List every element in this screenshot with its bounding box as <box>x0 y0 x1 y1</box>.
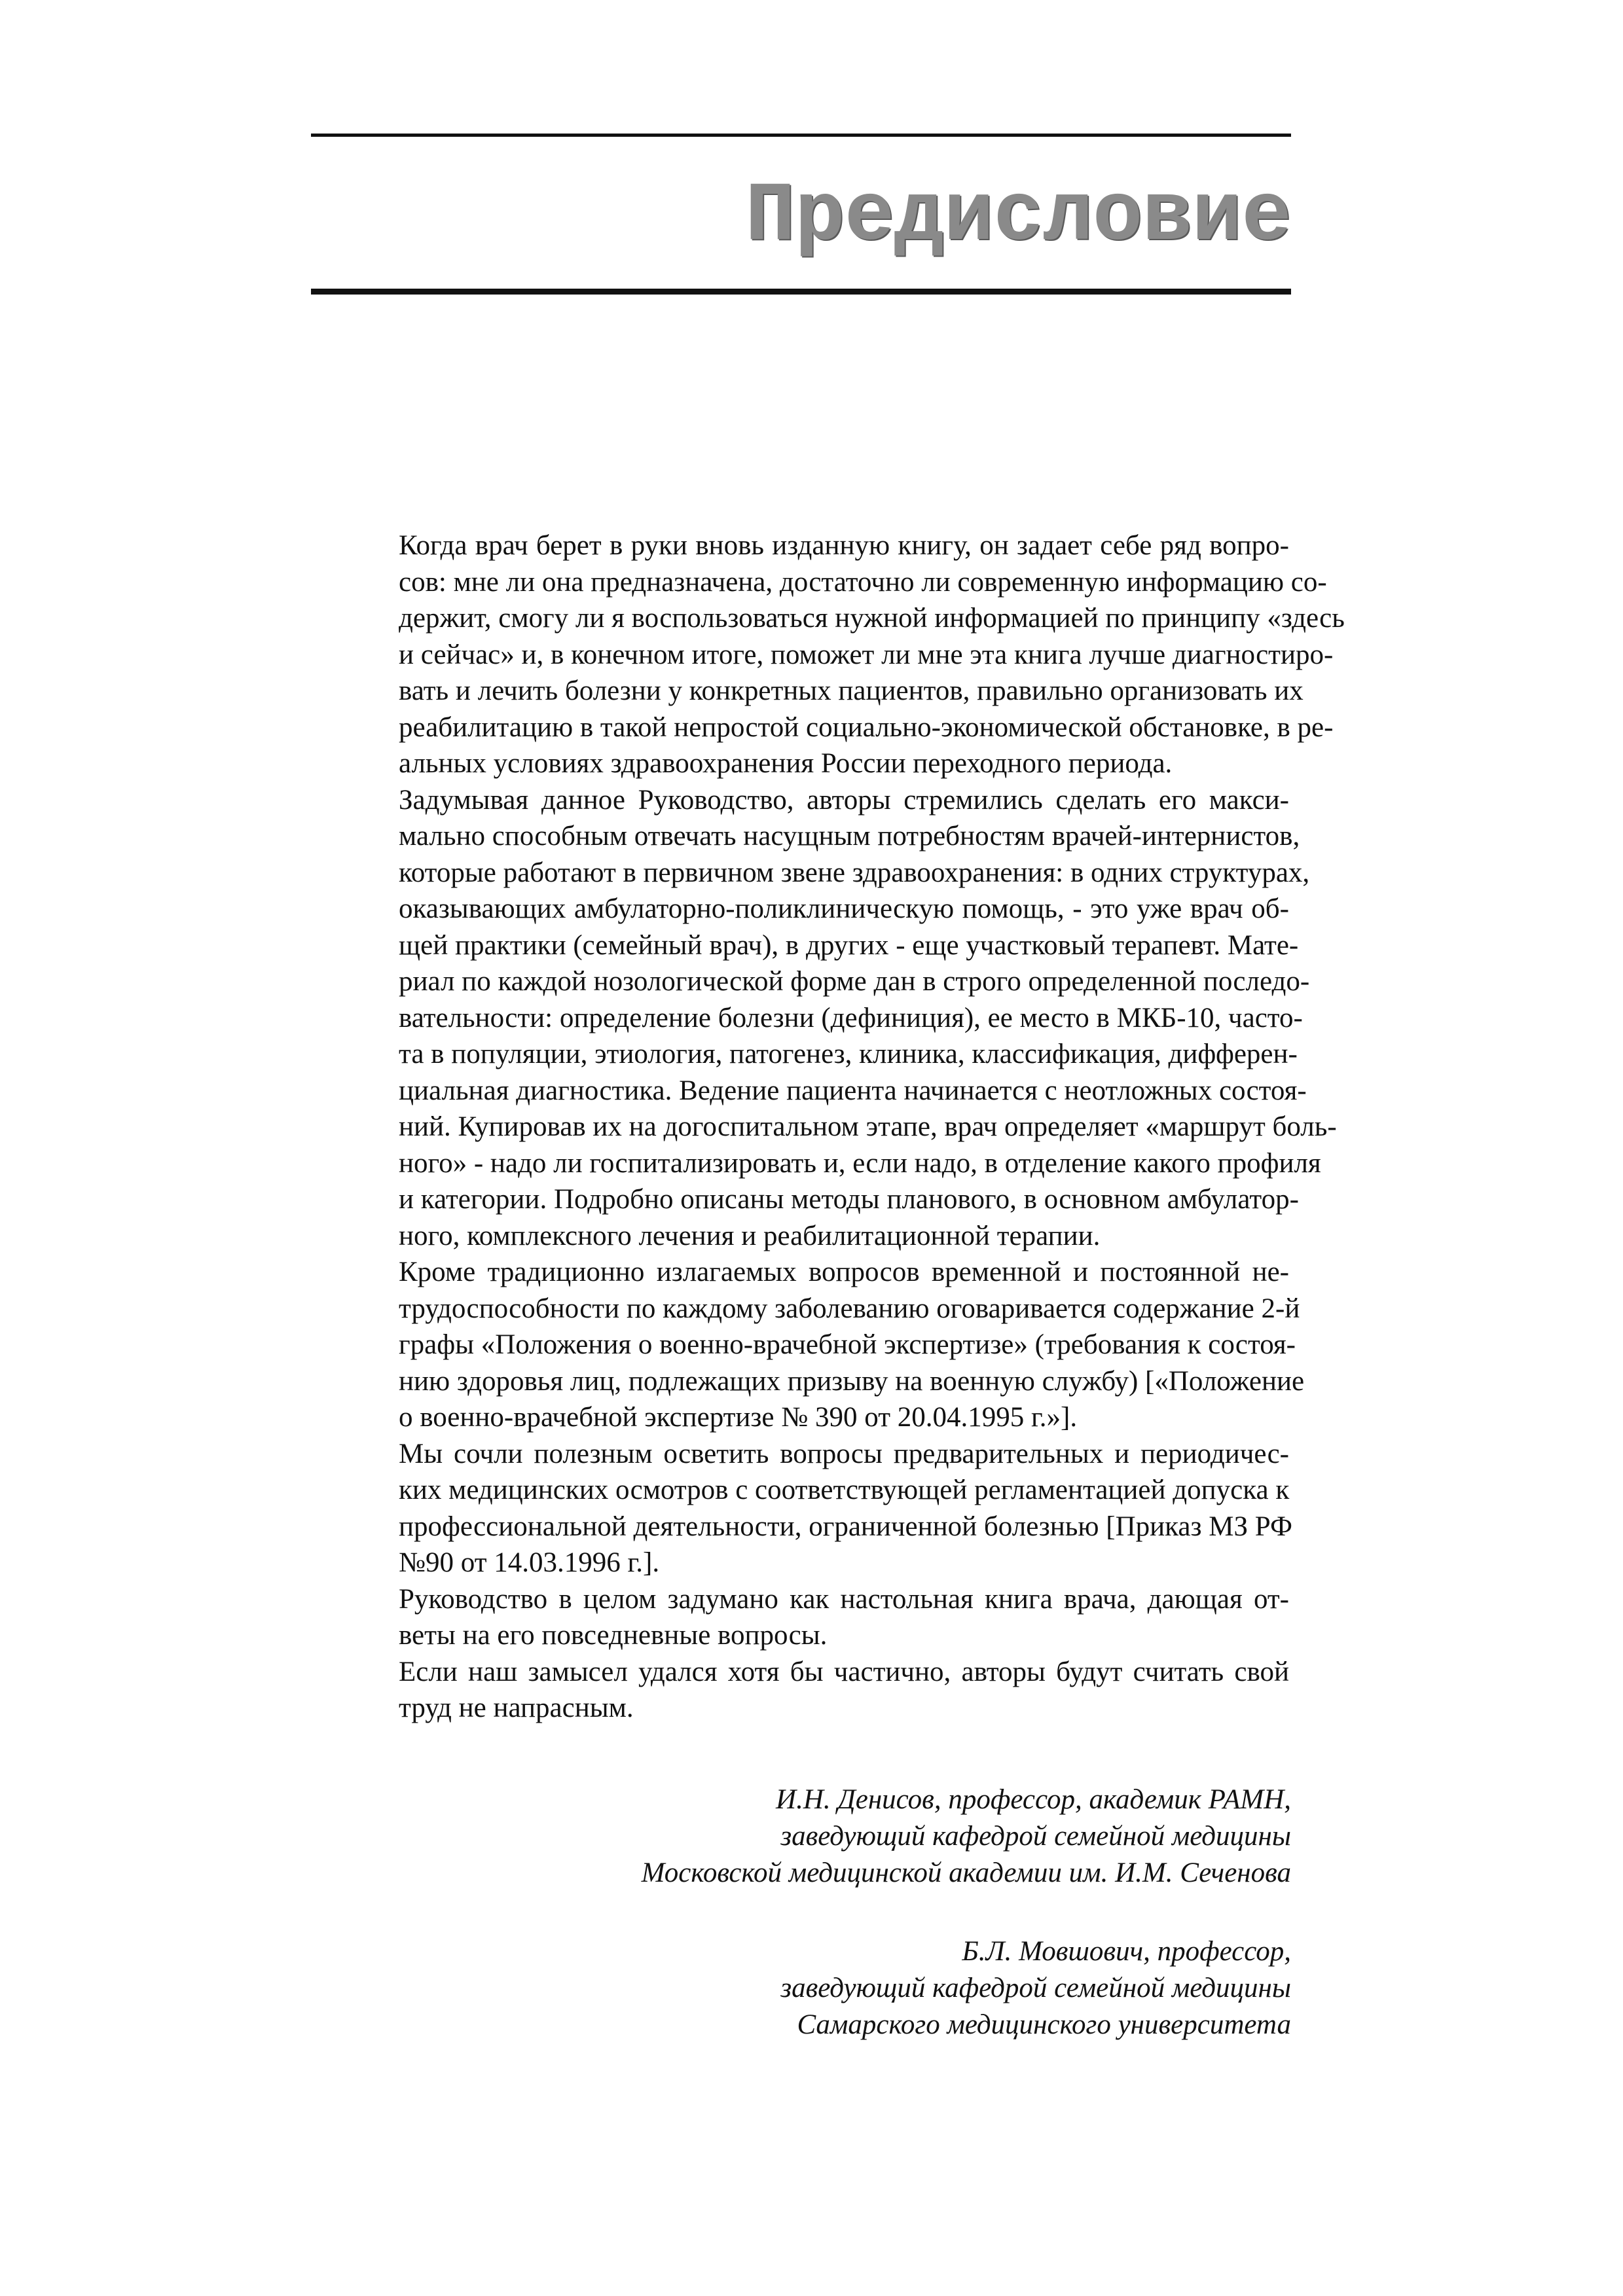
text-line: альных условиях здравоохранения России переходного периода. <box>399 748 1173 779</box>
signature-block <box>642 1782 1291 1892</box>
paragraph <box>351 1581 1289 1654</box>
signature-line: заведующий кафедрой семейной медицины <box>780 1973 1291 2003</box>
title-underline-rule <box>311 289 1291 295</box>
text-line: ного» - надо ли госпитализировать и, если надо, в отделение какого профиля <box>399 1147 1321 1179</box>
text-line: та в популяции, этиология, патогенез, клиника, классификация, дифферен- <box>399 1039 1298 1069</box>
text-line: Когда врач берет в руки вновь изданную книгу, он задает себе ряд вопро- <box>399 530 1289 561</box>
signature-line: И.Н. Денисов, профессор, академик РАМН, <box>776 1784 1291 1815</box>
text-line: щей практики (семейный врач), в других - еще участковый терапевт. Мате- <box>399 929 1299 961</box>
text-line: нию здоровья лиц, подлежащих призыву на военную службу) [«Положение <box>399 1365 1305 1397</box>
top-rule <box>311 134 1291 137</box>
text-line: держит, смогу ли я воспользоваться нужной информацией по принципу «здесь <box>399 603 1345 634</box>
text-line: реабилитацию в такой непростой социально-экономической обстановке, в ре- <box>399 711 1334 743</box>
paragraph <box>351 1654 1289 1727</box>
signature-line: Московской медицинской академии им. И.М. Сеченова <box>641 1857 1291 1888</box>
text-line: риал по каждой нозологической форме дан в строго определенной последо- <box>399 966 1310 997</box>
signature-line: Б.Л. Мовшович, профессор, <box>962 1936 1291 1967</box>
text-line: вательности: определение болезни (дефиниция), ее место в МКБ-10, часто- <box>399 1002 1303 1033</box>
paragraph <box>351 1436 1292 1581</box>
paragraph <box>351 1254 1305 1436</box>
signature-line: Самарского медицинского университета <box>797 2009 1291 2040</box>
text-line: мально способным отвечать насущным потребностям врачей-интернистов, <box>399 821 1300 852</box>
signatures <box>642 1782 1291 2043</box>
text-line: №90 от 14.03.1996 г.]. <box>399 1547 660 1578</box>
text-line: ний. Купировав их на догоспитальном этапе, врач определяет «маршрут боль- <box>399 1111 1337 1142</box>
text-line: трудоспособности по каждому заболеванию оговаривается содержание 2-й <box>399 1293 1300 1324</box>
text-line: Если наш замысел удался хотя бы частично, авторы будут считать свой <box>399 1656 1289 1687</box>
text-line: Руководство в целом задумано как настольная книга врача, дающая от- <box>399 1583 1289 1615</box>
text-line: и категории. Подробно описаны методы планового, в основном амбулатор- <box>399 1184 1299 1215</box>
text-line: веты на его повседневные вопросы. <box>399 1620 828 1651</box>
text-line: профессиональной деятельности, ограниченной болезнью [Приказ МЗ РФ <box>399 1511 1292 1542</box>
text-line: Задумывая данное Руководство, авторы стремились сделать его макси- <box>399 784 1289 816</box>
text-line: циальная диагностика. Ведение пациента начинается с неотложных состоя- <box>399 1075 1307 1106</box>
text-line: оказывающих амбулаторно-поликлиническую помощь, - это уже врач об- <box>399 893 1289 924</box>
text-line: ких медицинских осмотров с соответствующей регламентацией допуска к <box>399 1475 1290 1505</box>
text-line: Мы сочли полезным осветить вопросы предварительных и периодичес- <box>399 1438 1289 1469</box>
text-line: сов: мне ли она предназначена, достаточно ли современную информацию со- <box>399 566 1327 598</box>
signature-line: заведующий кафедрой семейной медицины <box>780 1821 1291 1852</box>
text-line: которые работают в первичном звене здравоохранения: в одних структурах, <box>399 857 1310 888</box>
text-line: Кроме традиционно излагаемых вопросов временной и постоянной не- <box>399 1257 1289 1287</box>
text-line: о военно-врачебной экспертизе № 390 от 20.04.1995 г.»]. <box>399 1402 1078 1433</box>
page-title: Предисловие <box>745 170 1291 264</box>
text-line: и сейчас» и, в конечном итоге, поможет ли мне эта книга лучше диагностиро- <box>399 639 1334 670</box>
text-line: вать и лечить болезни у конкретных пациентов, правильно организовать их <box>399 675 1304 706</box>
preface-body <box>351 528 1345 1727</box>
paragraph <box>351 528 1345 782</box>
text-line: графы «Положения о военно-врачебной экспертизе» (требования к состоя- <box>399 1329 1296 1360</box>
paragraph <box>351 782 1337 1255</box>
text-line: ного, комплексного лечения и реабилитационной терапии. <box>399 1220 1101 1251</box>
text-line: труд не напрасным. <box>399 1693 634 1723</box>
signature-block <box>642 1933 1291 2043</box>
